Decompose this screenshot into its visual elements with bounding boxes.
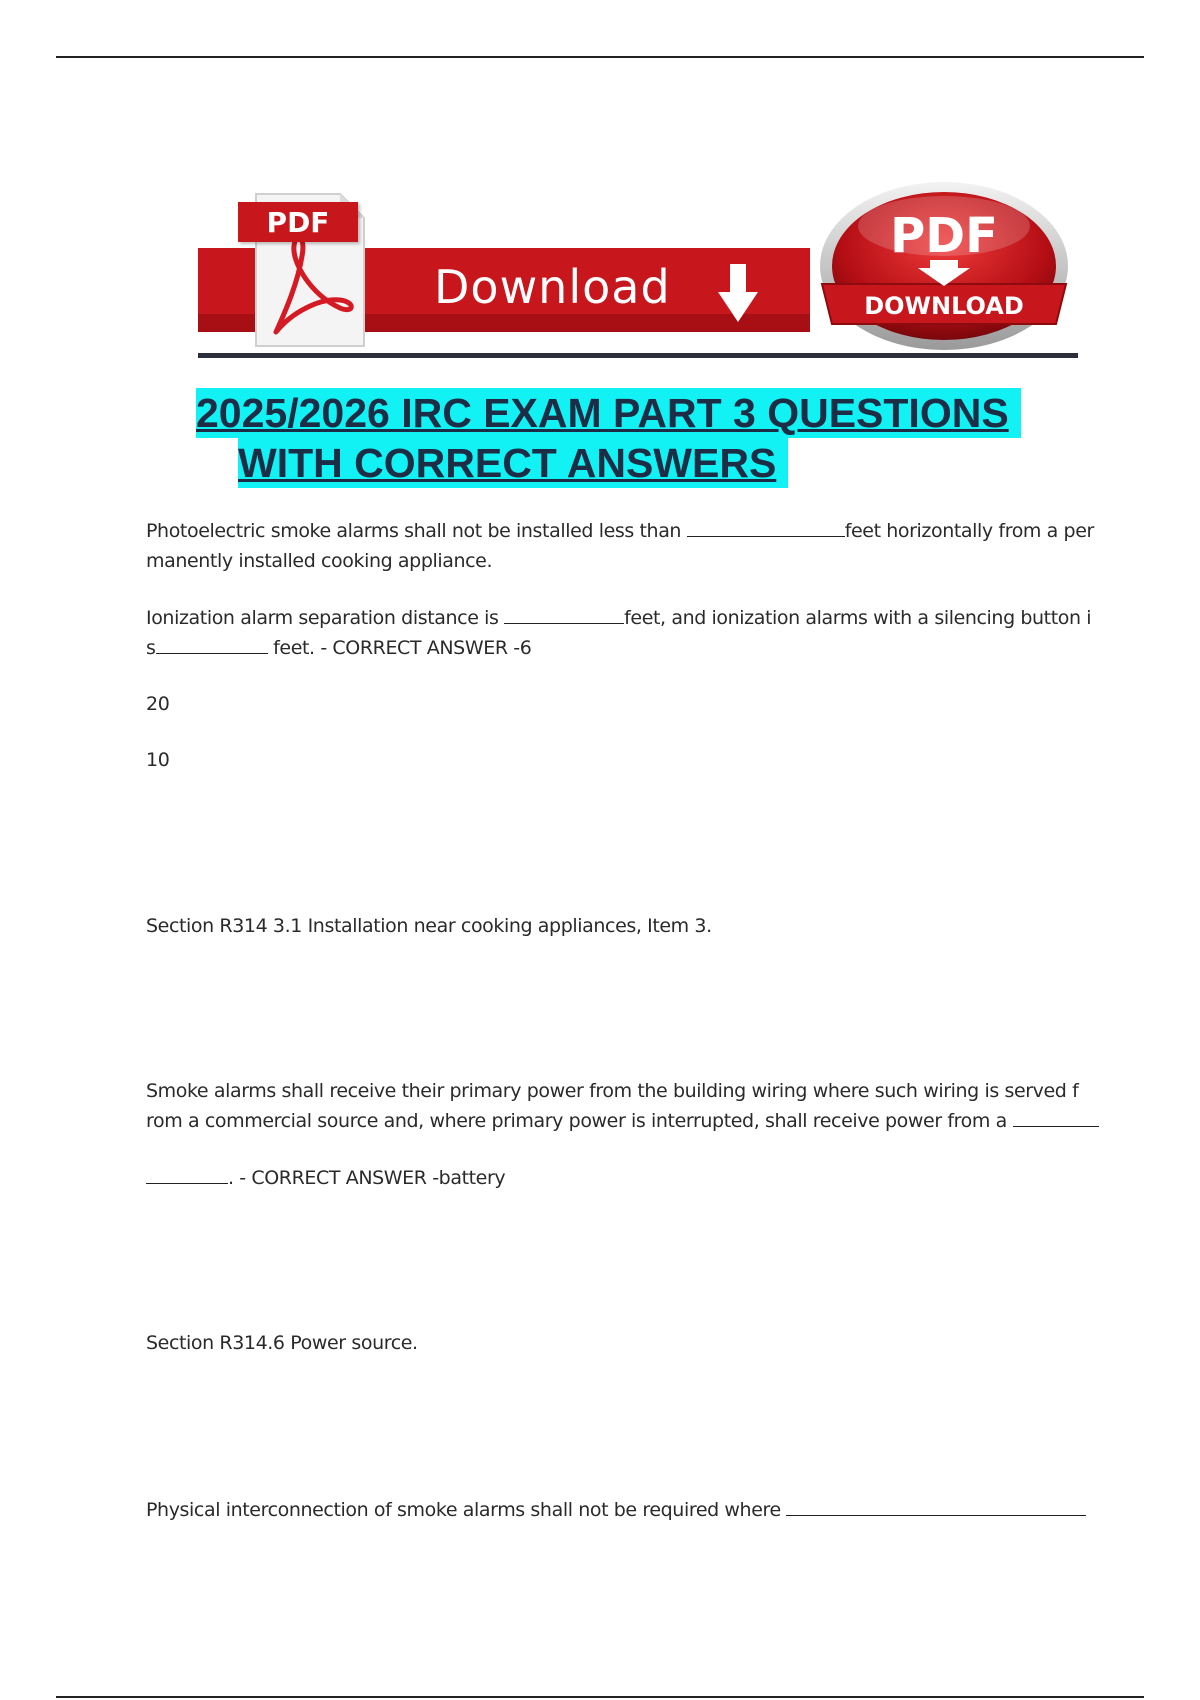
answer-blank — [687, 518, 845, 537]
answer-20: 20 — [146, 693, 170, 715]
q1-text-a: Photoelectric smoke alarms shall not be installed less than — [146, 520, 687, 542]
answer-blank — [1013, 1108, 1099, 1127]
title-line-2: WITH CORRECT ANSWERS — [238, 438, 788, 488]
banner-underline — [198, 353, 1078, 358]
question-3-answer — [146, 1163, 1096, 1193]
section-reference-1: Section R314 3.1 Installation near cooking appliances, Item 3. — [146, 915, 712, 937]
q3-text-b: rom a commercial source and, where primary power is interrupted, shall receive power from a — [146, 1110, 1013, 1132]
q2-text-c: s — [146, 637, 156, 659]
q1-text-c: manently installed cooking appliance. — [146, 550, 493, 572]
pdf-tag: PDF — [238, 202, 358, 242]
answer-blank — [146, 1165, 228, 1184]
q3-text-c: . - CORRECT ANSWER -battery — [228, 1167, 506, 1189]
q2-text-b: feet, and ionization alarms with a silencing button i — [624, 607, 1092, 629]
section-reference-2: Section R314.6 Power source. — [146, 1332, 418, 1354]
q4-text-a: Physical interconnection of smoke alarms shall not be required where — [146, 1499, 787, 1521]
q1-text-b: feet horizontally from a per — [844, 520, 1094, 542]
question-1 — [146, 516, 1096, 576]
pdf-download-badge-icon — [820, 182, 1078, 352]
answer-blank — [156, 635, 268, 654]
answer-blank — [786, 1497, 1086, 1516]
download-label: Download — [434, 260, 671, 314]
q2-text-d: feet. - CORRECT ANSWER -6 — [267, 637, 532, 659]
title-line-1: 2025/2026 IRC EXAM PART 3 QUESTIONS — [196, 388, 1021, 438]
question-4 — [146, 1495, 1096, 1525]
top-rule — [56, 56, 1144, 58]
bottom-rule — [56, 1696, 1144, 1698]
q2-text-a: Ionization alarm separation distance is — [146, 607, 505, 629]
answer-blank — [504, 605, 624, 624]
pdf-download-banner[interactable] — [198, 182, 1078, 362]
badge-title: PDF — [890, 208, 998, 264]
question-2 — [146, 603, 1096, 663]
badge-subtitle: DOWNLOAD — [864, 292, 1024, 320]
answer-10: 10 — [146, 749, 170, 771]
pdf-document-icon — [236, 190, 370, 350]
q3-text-a: Smoke alarms shall receive their primary power from the building wiring where such wiring is served f — [146, 1080, 1079, 1102]
down-arrow-icon — [716, 264, 760, 324]
page-title — [196, 388, 1096, 488]
question-3 — [146, 1076, 1096, 1136]
